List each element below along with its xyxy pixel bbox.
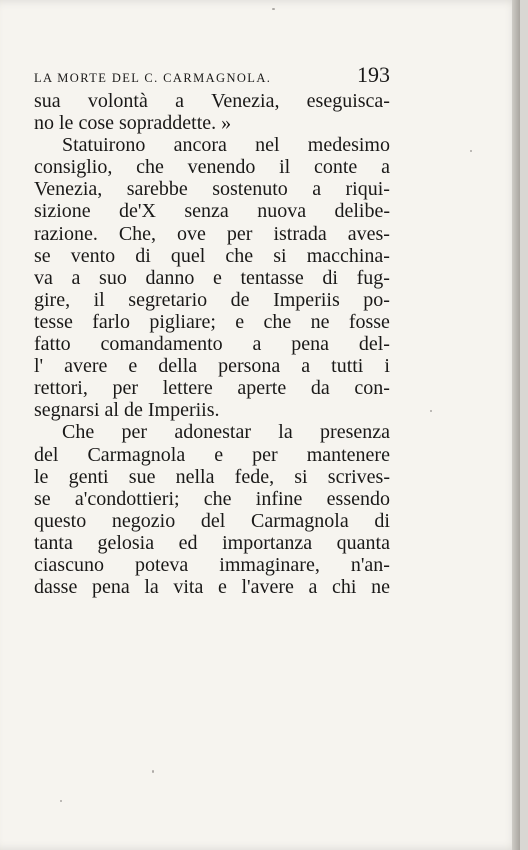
- word: a: [252, 333, 262, 356]
- word: po-: [363, 288, 390, 311]
- word: fatto: [34, 333, 71, 356]
- word: si: [273, 244, 287, 267]
- word: di: [135, 244, 151, 267]
- word: n'an-: [350, 553, 390, 576]
- text-line: [34, 200, 390, 222]
- word: quanta: [336, 531, 390, 554]
- word: de'X: [119, 200, 156, 223]
- word: fede,: [234, 465, 275, 488]
- word: pigliare;: [149, 310, 216, 333]
- word: cose: [78, 112, 114, 135]
- text-line: [34, 510, 390, 532]
- running-head-title: LA MORTE DEL C. CARMAGNOLA.: [34, 71, 272, 85]
- word: a: [71, 266, 81, 289]
- word: Imperiis.: [147, 399, 220, 422]
- word: Carmagnola: [87, 443, 186, 466]
- word: che: [136, 156, 164, 179]
- text-line: [34, 156, 390, 178]
- word: di: [322, 266, 338, 289]
- word: l': [34, 355, 44, 378]
- word: e: [214, 443, 224, 466]
- text-line: [34, 488, 390, 510]
- text-line: [34, 311, 390, 333]
- word: si: [294, 465, 308, 488]
- word: eseguisca-: [306, 90, 390, 112]
- word: essendo: [326, 487, 390, 510]
- word: delibe-: [334, 200, 390, 223]
- word: sua: [34, 90, 61, 112]
- text-block: [34, 62, 390, 598]
- word: il: [93, 288, 105, 311]
- word: aves-: [347, 222, 390, 245]
- word: la: [144, 576, 159, 599]
- word: sostenuto: [212, 178, 288, 201]
- page-number: 193: [357, 62, 390, 87]
- word: tanta: [34, 531, 73, 554]
- text-line: [34, 245, 390, 267]
- word: che: [203, 487, 232, 510]
- text-line: [34, 267, 390, 289]
- word: scrives-: [327, 465, 390, 488]
- word: a: [312, 178, 322, 201]
- word: del: [200, 509, 226, 532]
- word: per: [112, 377, 139, 400]
- word: se: [34, 244, 51, 267]
- word: suo: [99, 266, 127, 289]
- word: del: [34, 443, 59, 466]
- word: rettori,: [34, 377, 88, 400]
- word: al: [104, 399, 119, 422]
- word: de: [123, 399, 143, 422]
- word: Imperiis: [273, 288, 340, 311]
- word: le: [59, 112, 74, 135]
- word: fosse: [348, 310, 390, 333]
- word: ancora: [173, 134, 227, 157]
- word: sue: [128, 465, 156, 488]
- word: segretario: [128, 288, 208, 311]
- word: e: [212, 266, 222, 289]
- text-line: [34, 466, 390, 488]
- word: consiglio,: [34, 156, 113, 179]
- word: razione.: [34, 222, 98, 245]
- word: adonestar: [174, 421, 251, 444]
- text-line: [34, 355, 390, 377]
- word: mantenere: [306, 443, 390, 466]
- word: ne: [310, 310, 330, 333]
- word: ed: [178, 531, 198, 554]
- word: il: [279, 156, 291, 179]
- text-line: [34, 223, 390, 245]
- word: »: [221, 112, 232, 135]
- word: Venezia,: [34, 178, 103, 201]
- word: va: [34, 266, 53, 289]
- word: negozio: [111, 509, 176, 532]
- word: dasse: [34, 576, 78, 599]
- word: per: [252, 443, 278, 466]
- word: con-: [354, 377, 390, 400]
- text-line: [34, 90, 390, 112]
- word: farlo: [92, 310, 130, 333]
- word: a'condottieri;: [74, 487, 180, 510]
- word: aperte: [237, 377, 287, 400]
- word: avere: [64, 355, 108, 378]
- text-line: [34, 112, 390, 134]
- word: tutti: [331, 355, 364, 378]
- word: Che: [62, 421, 95, 444]
- word: chi: [332, 576, 357, 599]
- word: segnarsi: [34, 399, 100, 422]
- word: vita: [173, 576, 204, 599]
- word: ne: [371, 576, 390, 599]
- word: nuova: [257, 200, 307, 223]
- word: se: [34, 487, 51, 510]
- word: Statuirono: [62, 134, 146, 157]
- word: poteva: [134, 553, 189, 576]
- word: senza: [184, 200, 229, 223]
- word: l'avere: [241, 576, 294, 599]
- page-edge-shadow: [512, 0, 520, 850]
- word: quel: [170, 244, 206, 267]
- word: a: [381, 156, 390, 179]
- word: medesimo: [307, 134, 390, 157]
- word: da: [310, 377, 330, 400]
- word: nel: [255, 134, 280, 157]
- word: immaginare,: [219, 553, 320, 576]
- word: volontà: [87, 90, 148, 112]
- word: istrada: [273, 222, 327, 245]
- word: venendo: [187, 156, 256, 179]
- word: conte: [314, 156, 358, 179]
- word: riqui-: [345, 178, 390, 201]
- word: questo: [34, 509, 87, 532]
- word: lettere: [162, 377, 213, 400]
- word: sizione: [34, 200, 91, 223]
- running-head: [34, 62, 390, 90]
- word: e: [235, 310, 245, 333]
- word: di: [374, 509, 390, 532]
- body-text: [34, 90, 390, 598]
- word: a: [175, 90, 184, 112]
- word: del-: [358, 333, 390, 356]
- text-line: [34, 134, 390, 156]
- word: danno: [145, 266, 195, 289]
- text-line: [34, 421, 390, 443]
- word: gire,: [34, 288, 71, 311]
- word: pena: [91, 576, 130, 599]
- word: importanza: [222, 531, 313, 554]
- word: che: [263, 310, 292, 333]
- word: le: [34, 465, 49, 488]
- word: e: [217, 576, 227, 599]
- word: infine: [255, 487, 303, 510]
- word: a: [308, 576, 318, 599]
- word: e: [128, 355, 138, 378]
- word: che: [225, 244, 254, 267]
- word: sopraddette.: [118, 112, 217, 135]
- text-line: [34, 554, 390, 576]
- word: a: [301, 355, 311, 378]
- word: comandamento: [100, 333, 223, 356]
- word: tesse: [34, 310, 73, 333]
- text-line: [34, 576, 390, 598]
- word: fug-: [356, 266, 390, 289]
- text-line: [34, 333, 390, 355]
- word: della: [158, 355, 198, 378]
- word: pena: [291, 333, 330, 356]
- word: ove: [177, 222, 206, 245]
- word: Venezia,: [211, 90, 280, 112]
- word: per: [121, 421, 148, 444]
- word: nella: [175, 465, 215, 488]
- word: ciascuno: [34, 553, 104, 576]
- word: no: [34, 112, 54, 135]
- text-line: [34, 399, 390, 421]
- word: macchina-: [306, 244, 390, 267]
- text-line: [34, 444, 390, 466]
- word: gelosia: [97, 531, 155, 554]
- word: genti: [68, 465, 109, 488]
- word: vento: [70, 244, 116, 267]
- text-line: [34, 178, 390, 200]
- word: presenza: [320, 421, 390, 444]
- word: i: [384, 355, 390, 378]
- word: persona: [218, 355, 281, 378]
- word: per: [226, 222, 253, 245]
- text-line: [34, 377, 390, 399]
- word: sarebbe: [126, 178, 188, 201]
- word: tentasse: [240, 266, 304, 289]
- text-line: [34, 289, 390, 311]
- word: Carmagnola: [250, 509, 349, 532]
- word: de: [230, 288, 250, 311]
- word: la: [278, 421, 293, 444]
- word: Che,: [118, 222, 157, 245]
- text-line: [34, 532, 390, 554]
